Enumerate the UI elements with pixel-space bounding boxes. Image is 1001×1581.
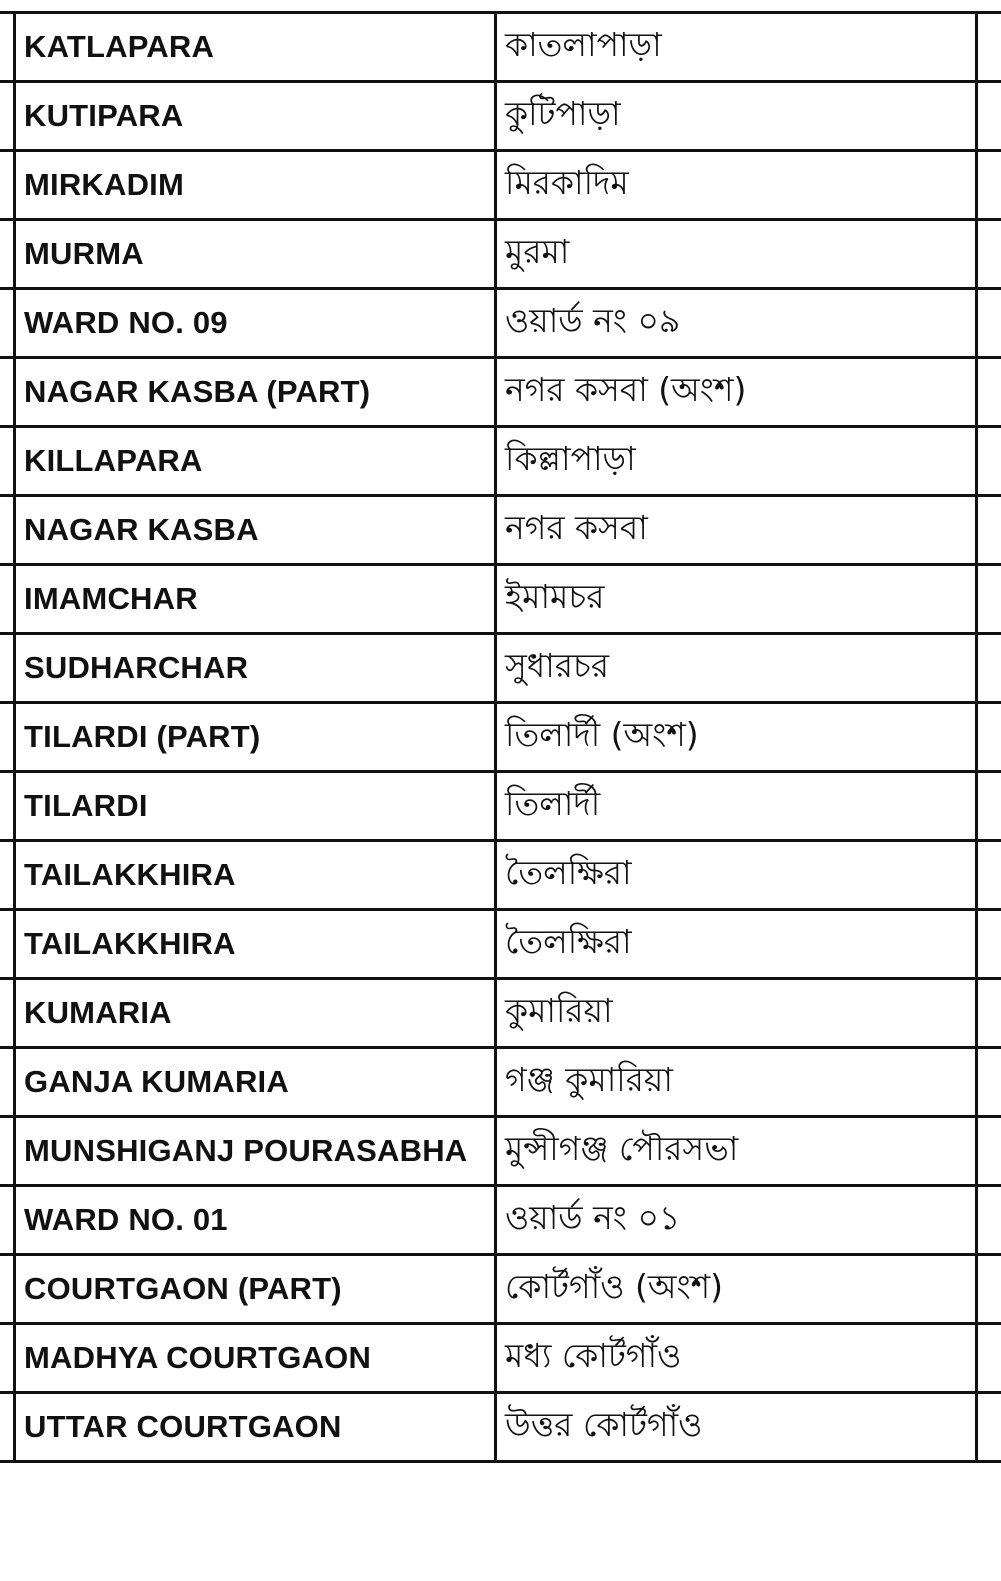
english-name-cell: IMAMCHAR	[15, 565, 496, 634]
table-row	[15, 772, 977, 841]
table-row	[15, 496, 977, 565]
row-divider-stub	[0, 356, 13, 359]
table-row	[15, 703, 977, 772]
row-divider-stub	[978, 632, 1001, 635]
table-row	[15, 565, 977, 634]
table-row	[15, 910, 977, 979]
row-divider-stub	[978, 425, 1001, 428]
english-name-cell: KILLAPARA	[15, 427, 496, 496]
table-row	[15, 1048, 977, 1117]
bengali-name-cell: তৈলক্ষিরা	[496, 910, 977, 979]
row-divider-stub	[978, 494, 1001, 497]
right-column-edge	[978, 11, 1001, 1460]
table-row	[15, 1255, 977, 1324]
table-row	[15, 634, 977, 703]
row-divider-stub	[978, 770, 1001, 773]
english-name-cell: MIRKADIM	[15, 151, 496, 220]
english-name-cell: KUMARIA	[15, 979, 496, 1048]
table-row	[15, 151, 977, 220]
left-column-edge	[0, 11, 13, 1460]
bengali-name-cell: কুমারিয়া	[496, 979, 977, 1048]
english-name-cell: NAGAR KASBA	[15, 496, 496, 565]
english-name-cell: WARD NO. 01	[15, 1186, 496, 1255]
row-divider-stub	[0, 80, 13, 83]
row-divider-stub	[0, 839, 13, 842]
table-row	[15, 358, 977, 427]
english-name-cell: NAGAR KASBA (PART)	[15, 358, 496, 427]
row-divider-stub	[978, 1184, 1001, 1187]
row-divider-stub	[0, 149, 13, 152]
english-name-cell: MURMA	[15, 220, 496, 289]
bengali-name-cell: উত্তর কোর্টগাঁও	[496, 1393, 977, 1462]
bengali-name-cell: নগর কসবা	[496, 496, 977, 565]
bengali-name-cell: নগর কসবা (অংশ)	[496, 358, 977, 427]
row-divider-stub	[0, 563, 13, 566]
row-divider-stub	[0, 11, 13, 14]
table-row	[15, 1324, 977, 1393]
row-divider-stub	[978, 218, 1001, 221]
row-divider-stub	[0, 701, 13, 704]
row-divider-stub	[978, 11, 1001, 14]
row-divider-stub	[0, 287, 13, 290]
row-divider-stub	[0, 1253, 13, 1256]
row-divider-stub	[0, 1046, 13, 1049]
row-divider-stub	[0, 1322, 13, 1325]
row-divider-stub	[0, 1391, 13, 1394]
bengali-name-cell: কিল্লাপাড়া	[496, 427, 977, 496]
english-name-cell: GANJA KUMARIA	[15, 1048, 496, 1117]
row-divider-stub	[978, 563, 1001, 566]
row-divider-stub	[0, 770, 13, 773]
bengali-name-cell: মধ্য কোর্টগাঁও	[496, 1324, 977, 1393]
row-divider-stub	[978, 287, 1001, 290]
row-divider-stub	[0, 1115, 13, 1118]
row-divider-stub	[978, 1253, 1001, 1256]
row-divider-stub	[978, 1046, 1001, 1049]
row-divider-stub	[978, 1391, 1001, 1394]
english-name-cell: MUNSHIGANJ POURASABHA	[15, 1117, 496, 1186]
row-divider-stub	[978, 908, 1001, 911]
english-name-cell: WARD NO. 09	[15, 289, 496, 358]
row-divider-stub	[0, 425, 13, 428]
row-divider-stub	[978, 839, 1001, 842]
row-divider-stub	[978, 1322, 1001, 1325]
table-row	[15, 220, 977, 289]
row-divider-stub	[978, 80, 1001, 83]
table-row	[15, 13, 977, 82]
english-name-cell: SUDHARCHAR	[15, 634, 496, 703]
bengali-name-cell: কোর্টগাঁও (অংশ)	[496, 1255, 977, 1324]
row-divider-stub	[978, 1115, 1001, 1118]
table-row	[15, 979, 977, 1048]
english-name-cell: COURTGAON (PART)	[15, 1255, 496, 1324]
table-row	[15, 1186, 977, 1255]
row-divider-stub	[978, 701, 1001, 704]
bengali-name-cell: ওয়ার্ড নং ০১	[496, 1186, 977, 1255]
english-name-cell: TILARDI	[15, 772, 496, 841]
bengali-name-cell: মিরকাদিম	[496, 151, 977, 220]
english-name-cell: MADHYA COURTGAON	[15, 1324, 496, 1393]
bengali-name-cell: মুন্সীগঞ্জ পৌরসভা	[496, 1117, 977, 1186]
row-divider-stub	[0, 977, 13, 980]
table-row	[15, 82, 977, 151]
english-name-cell: TILARDI (PART)	[15, 703, 496, 772]
row-divider-stub	[0, 908, 13, 911]
row-divider-stub	[978, 977, 1001, 980]
bengali-name-cell: তিলার্দী	[496, 772, 977, 841]
table-row	[15, 427, 977, 496]
english-name-cell: UTTAR COURTGAON	[15, 1393, 496, 1462]
row-divider-stub	[0, 1184, 13, 1187]
bengali-name-cell: কাতলাপাড়া	[496, 13, 977, 82]
english-name-cell: TAILAKKHIRA	[15, 910, 496, 979]
english-name-cell: KATLAPARA	[15, 13, 496, 82]
bengali-name-cell: গঞ্জ কুমারিয়া	[496, 1048, 977, 1117]
bengali-name-cell: মুরমা	[496, 220, 977, 289]
table-row	[15, 1117, 977, 1186]
bengali-name-cell: কুটিপাড়া	[496, 82, 977, 151]
table-row	[15, 1393, 977, 1462]
bengali-name-cell: তিলার্দী (অংশ)	[496, 703, 977, 772]
row-divider-stub	[0, 632, 13, 635]
row-divider-stub	[978, 1460, 1001, 1463]
bengali-name-cell: ইমামচর	[496, 565, 977, 634]
row-divider-stub	[978, 356, 1001, 359]
table-row	[15, 841, 977, 910]
table-row	[15, 289, 977, 358]
bengali-name-cell: তৈলক্ষিরা	[496, 841, 977, 910]
row-divider-stub	[0, 494, 13, 497]
row-divider-stub	[0, 218, 13, 221]
bengali-name-cell: সুধারচর	[496, 634, 977, 703]
row-divider-stub	[978, 149, 1001, 152]
table-body	[15, 13, 977, 1462]
row-divider-stub	[0, 1460, 13, 1463]
bengali-name-cell: ওয়ার্ড নং ০৯	[496, 289, 977, 358]
english-name-cell: KUTIPARA	[15, 82, 496, 151]
english-name-cell: TAILAKKHIRA	[15, 841, 496, 910]
place-name-table	[13, 11, 978, 1463]
